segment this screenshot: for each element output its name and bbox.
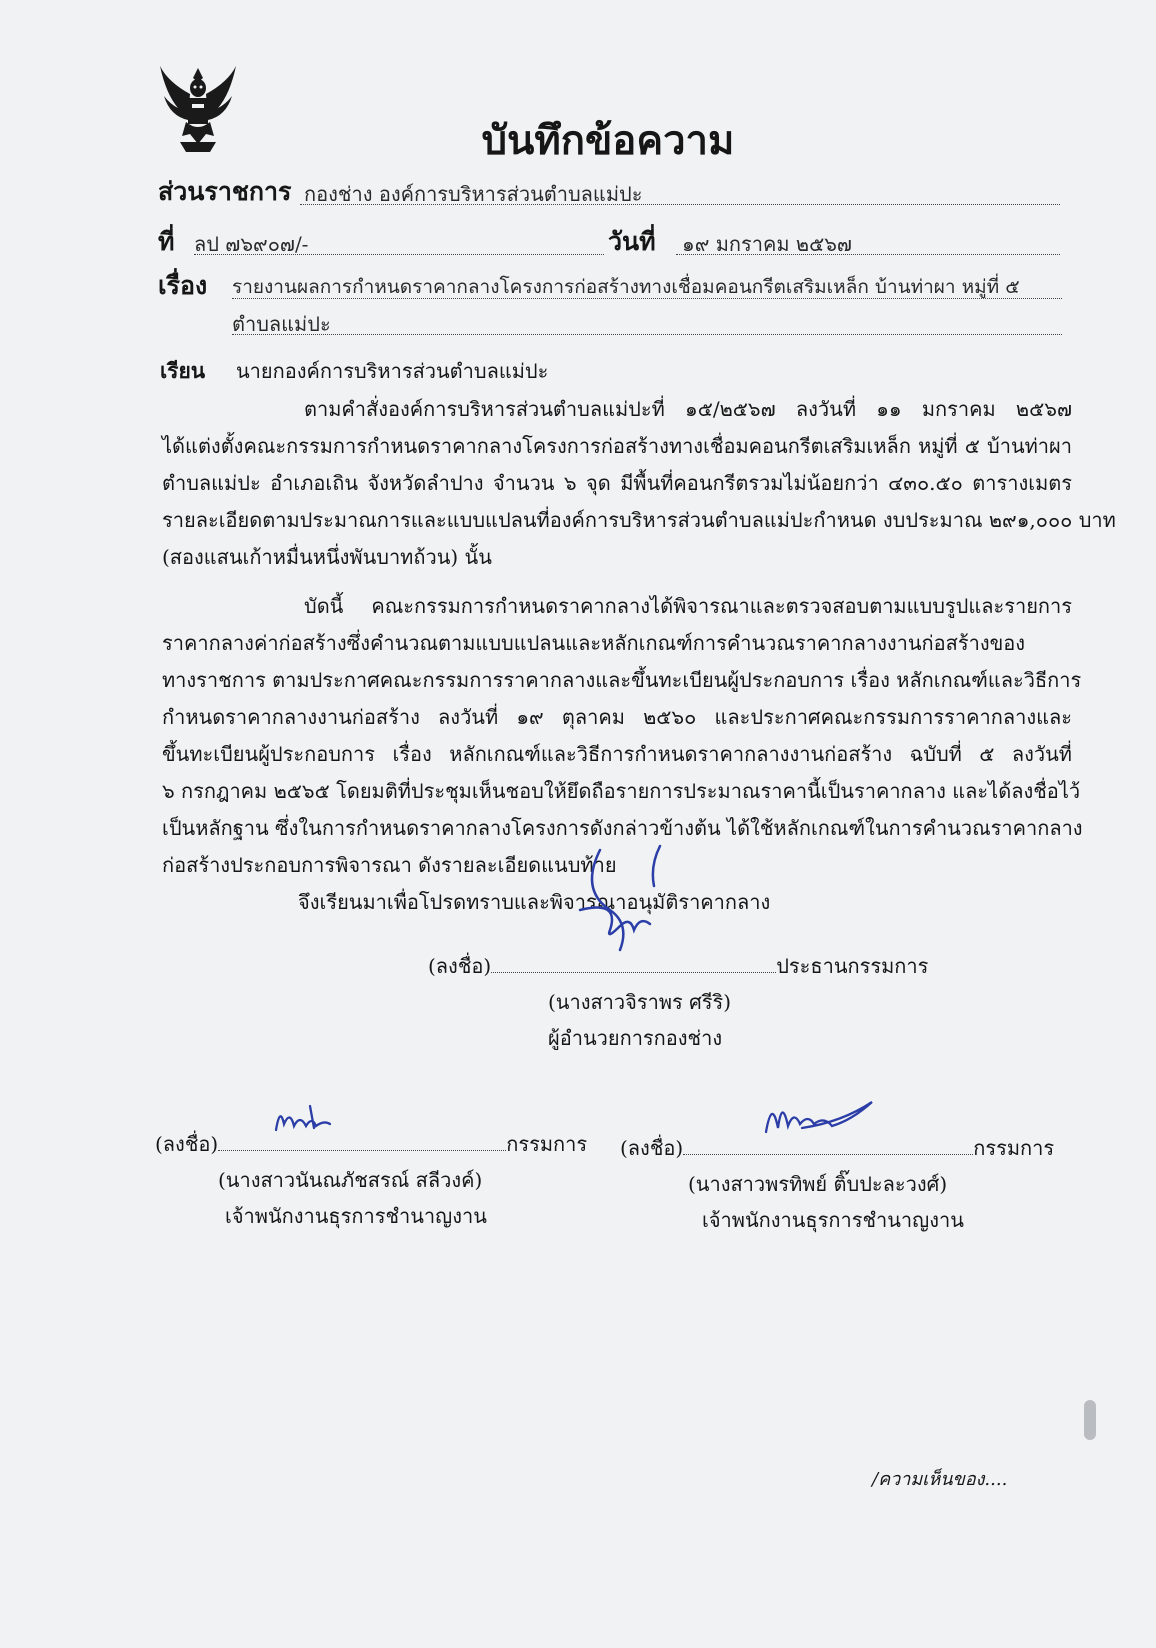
member2-position: เจ้าพนักงานธุรการชำนาญงาน: [702, 1208, 964, 1232]
chair-sign-line: (ลงชื่อ) ประธานกรรมการ: [428, 954, 929, 978]
p2-line-3: ทางราชการ ตามประกาศคณะกรรมการราคากลางและขึ้นทะเบียนผู้ประกอบการ เรื่อง หลักเกณฑ์และวิธีการ: [162, 668, 1082, 692]
p2-line-7: เป็นหลักฐาน ซึ่งในการกำหนดราคากลางโครงการดังกล่าวข้างต้น ได้ใช้หลักเกณฑ์ในการคำนวณราคากลาง: [162, 816, 1083, 840]
scan-artifact: [1084, 1400, 1096, 1440]
subject-line-1: รายงานผลการกำหนดราคากลางโครงการก่อสร้างทางเชื่อมคอนกรีตเสริมเหล็ก บ้านท่าผา หมู่ที่ ๕: [232, 272, 1062, 299]
ref-value: ลป ๗๖๙๐๗/-: [194, 228, 604, 255]
subject-label: เรื่อง: [158, 271, 208, 300]
p2-line-6: ๖ กรกฎาคม ๒๕๖๕ โดยมติที่ประชุมเห็นชอบให้ยึดถือรายการประมาณราคานี้เป็นราคากลาง และได้ลงชื่อไว้: [162, 779, 1081, 803]
date-value: ๑๙ มกราคม ๒๕๖๗: [676, 228, 1060, 255]
member2-name: (นางสาวพรทิพย์ ติ๊บปะละวงศ์): [688, 1172, 948, 1196]
p2-line-1: บัดนี้ คณะกรรมการกำหนดราคากลางได้พิจารณาและตรวจสอบตามแบบรูปและรายการ: [304, 594, 1072, 618]
closing-line: จึงเรียนมาเพื่อโปรดทราบและพิจารณาอนุมัติราคากลาง: [298, 890, 771, 914]
p2-line-5: ขึ้นทะเบียนผู้ประกอบการ เรื่อง หลักเกณฑ์และวิธีการกำหนดราคากลางงานก่อสร้าง ฉบับที่ ๕ ลงวันที่: [162, 742, 1072, 766]
subject-line-2: ตำบลแม่ปะ: [232, 308, 1062, 335]
p1-line-4: รายละเอียดตามประมาณการและแบบแปลนที่องค์การบริหารส่วนตำบลแม่ปะกำหนด งบประมาณ ๒๙๑,๐๐๐ บาท: [162, 508, 1116, 532]
p1-line-2: ได้แต่งตั้งคณะกรรมการกำหนดราคากลางโครงการก่อสร้างทางเชื่อมคอนกรีตเสริมเหล็ก หมู่ที่ ๕ บ้านท่าผา: [162, 434, 1072, 458]
chair-signature: [560, 840, 710, 960]
p1-line-5: (สองแสนเก้าหมื่นหนึ่งพันบาทถ้วน) นั้น: [162, 545, 492, 569]
member2-sign-line: (ลงชื่อ) กรรมการ: [620, 1136, 1055, 1160]
chair-position: ผู้อำนวยการกองช่าง: [548, 1026, 723, 1050]
to-value: นายกองค์การบริหารส่วนตำบลแม่ปะ: [236, 359, 549, 383]
continued-footer: /ความเห็นของ....: [872, 1469, 1008, 1490]
p2-line-8: ก่อสร้างประกอบการพิจารณา ดังรายละเอียดแนบท้าย: [162, 853, 617, 877]
date-label: วันที่: [608, 227, 656, 256]
memo-title: บันทึกข้อความ: [481, 117, 735, 164]
department-label: ส่วนราชการ: [158, 177, 292, 206]
ref-label: ที่: [158, 227, 175, 256]
member1-sign-line: (ลงชื่อ) กรรมการ: [155, 1132, 588, 1156]
p1-line-3: ตำบลแม่ปะ อำเภอเถิน จังหวัดลำปาง จำนวน ๖ จุด มีพื้นที่คอนกรีตรวมไม่น้อยกว่า ๔๓๐.๕๐ ตารางเมตร: [162, 471, 1072, 495]
p2-line-2: ราคากลางค่าก่อสร้างซึ่งคำนวณตามแบบแปลนและหลักเกณฑ์การคำนวณราคากลางงานก่อสร้างของ: [162, 631, 1026, 655]
member1-position: เจ้าพนักงานธุรการชำนาญงาน: [225, 1204, 487, 1228]
department-value: กองช่าง องค์การบริหารส่วนตำบลแม่ปะ: [300, 178, 1060, 205]
p1-line-1: ตามคำสั่งองค์การบริหารส่วนตำบลแม่ปะที่ ๑๕/๒๕๖๗ ลงวันที่ ๑๑ มกราคม ๒๕๖๗: [304, 397, 1072, 421]
to-label: เรียน: [160, 358, 206, 383]
p2-line-4: กำหนดราคากลางงานก่อสร้าง ลงวันที่ ๑๙ ตุลาคม ๒๕๖๐ และประกาศคณะกรรมการราคากลางและ: [162, 705, 1072, 729]
member1-name: (นางสาวนันณภัชสรณ์ สลีวงค์): [218, 1168, 483, 1192]
chair-name: (นางสาวจิราพร ศรีริ): [548, 990, 732, 1014]
